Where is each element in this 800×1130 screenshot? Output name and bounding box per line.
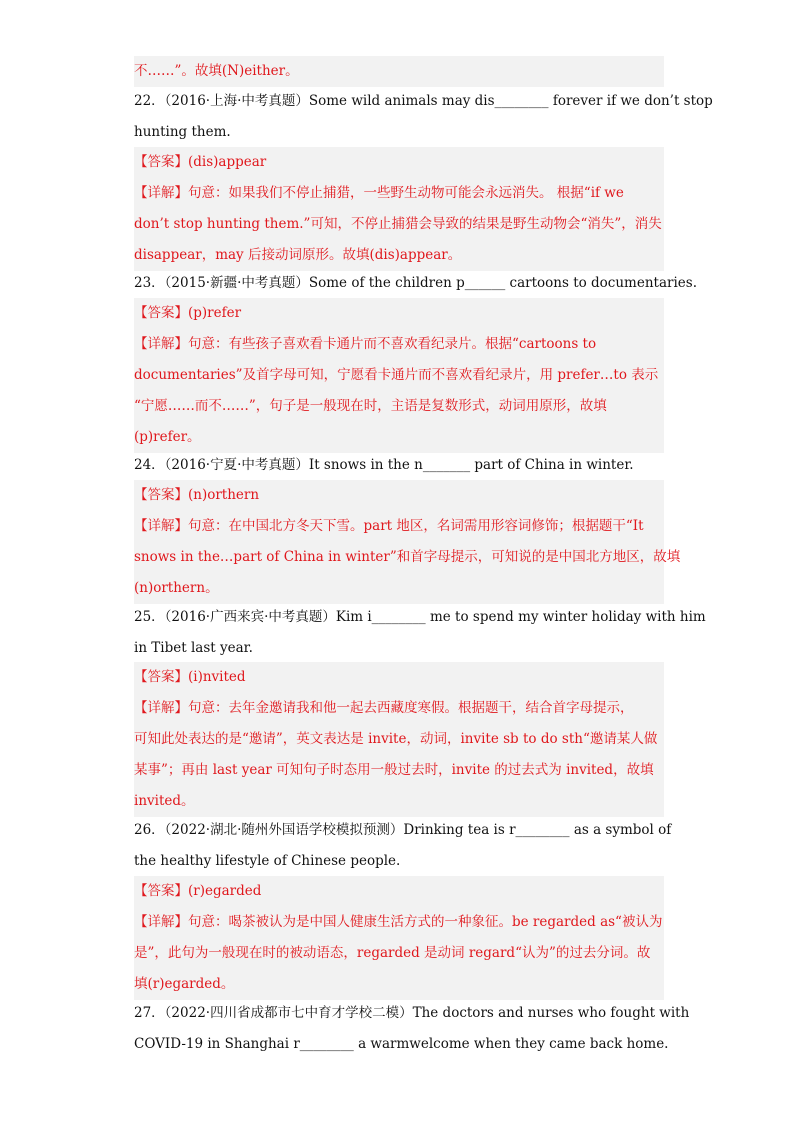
question-block xyxy=(134,450,664,481)
answer-line: 可知此处表达的是“邀请”，英文表达是 invite，动词，invite sb to do sth“邀请某人做 xyxy=(134,731,658,747)
answer-line: 【详解】句意：喝茶被认为是中国人健康生活方式的一种象征。be regarded as“被认为 xyxy=(134,914,663,930)
answer-line: “宁愿……而不……”，句子是一般现在时，主语是复数形式，动词用原形，故填 xyxy=(134,398,607,414)
answer-line: (n)orthern。 xyxy=(134,580,219,596)
answer-line: 【答案】(i)nvited xyxy=(134,669,246,685)
answer-line: snows in the…part of China in winter”和首字母提示，可知说的是中国北方地区，故填 xyxy=(134,549,681,565)
question-line: hunting them. xyxy=(134,124,231,140)
answer-line: 不……”。故填(N)either。 xyxy=(134,63,299,79)
answer-line: 【答案】(r)egarded xyxy=(134,883,262,899)
question-line: 23．（2015·新疆·中考真题）Some of the children p______ cartoons to documentaries. xyxy=(134,275,697,291)
question-line: in Tibet last year. xyxy=(134,640,253,656)
question-line: the healthy lifestyle of Chinese people. xyxy=(134,853,401,869)
question-block xyxy=(134,268,697,299)
answer-line: 【答案】(n)orthern xyxy=(134,487,260,503)
answer-block xyxy=(134,480,681,604)
question-line: 25．（2016·广西来宾·中考真题）Kim i________ me to spend my winter holiday with him xyxy=(134,609,706,625)
answer-line: 【答案】(p)refer xyxy=(134,305,242,321)
answer-block xyxy=(134,876,664,1000)
answer-line: disappear，may 后接动词原形。故填(dis)appear。 xyxy=(134,247,462,263)
question-line: 27．（2022·四川省成都市七中育才学校二模）The doctors and nurses who fought with xyxy=(134,1005,690,1021)
question-block xyxy=(134,815,672,877)
answer-line: 填(r)egarded。 xyxy=(134,976,235,992)
answer-block xyxy=(134,662,664,817)
question-line: COVID-19 in Shanghai r________ a warmwelcome when they came back home. xyxy=(134,1036,669,1052)
question-line: 26．（2022·湖北·随州外国语学校模拟预测）Drinking tea is r________ as a symbol of xyxy=(134,822,672,838)
answer-block xyxy=(134,56,664,87)
answer-line: 【详解】句意：有些孩子喜欢看卡通片而不喜欢看纪录片。根据“cartoons to xyxy=(134,336,597,352)
answer-line: (p)refer。 xyxy=(134,429,201,445)
answer-line: 【详解】句意：在中国北方冬天下雪。part 地区，名词需用形容词修饰；根据题干“It xyxy=(134,518,644,534)
question-line: 22．（2016·上海·中考真题）Some wild animals may dis________ forever if we don’t stop xyxy=(134,93,713,109)
answer-block xyxy=(134,298,664,453)
answer-line: documentaries”及首字母可知，宁愿看卡通片而不喜欢看纪录片，用 prefer…to 表示 xyxy=(134,367,659,383)
question-line: 24．（2016·宁夏·中考真题）It snows in the n_______ part of China in winter. xyxy=(134,457,634,473)
answer-line: 【详解】句意：去年金邀请我和他一起去西藏度寒假。根据题干，结合首字母提示， xyxy=(134,700,634,716)
answer-line: 是”，此句为一般现在时的被动语态，regarded 是动词 regard“认为”的过去分词。故 xyxy=(134,945,651,961)
answer-line: 【详解】句意：如果我们不停止捕猎，一些野生动物可能会永远消失。 根据“if we xyxy=(134,185,624,201)
question-block xyxy=(134,86,713,148)
answer-block xyxy=(134,147,664,271)
answer-line: don’t stop hunting them.”可知，不停止捕猎会导致的结果是野生动物会“消失”，消失 xyxy=(134,216,662,232)
question-block xyxy=(134,998,690,1060)
answer-line: 【答案】(dis)appear xyxy=(134,154,267,170)
answer-line: 某事”；再由 last year 可知句子时态用一般过去时，invite 的过去式为 invited，故填 xyxy=(134,762,654,778)
answer-line: invited。 xyxy=(134,793,195,809)
question-block xyxy=(134,602,706,664)
